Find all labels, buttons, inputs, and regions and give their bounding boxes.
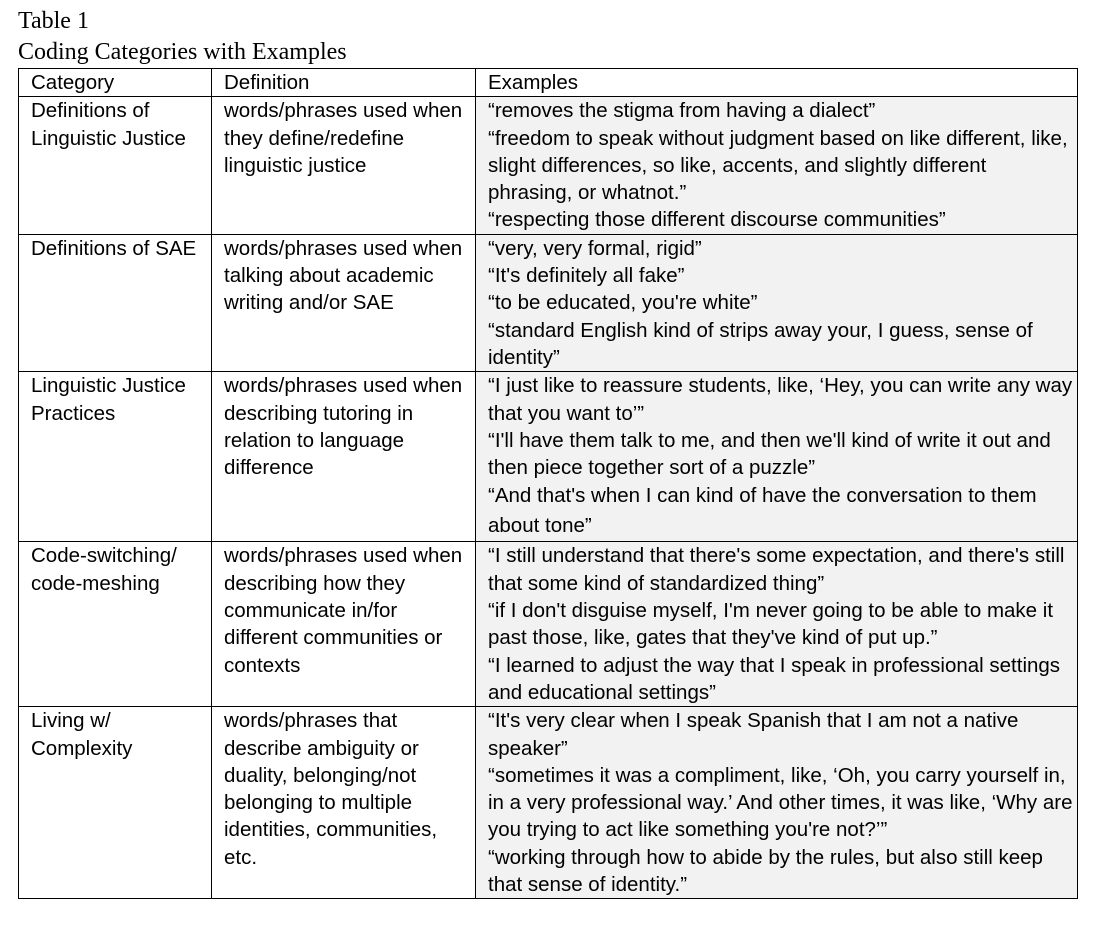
header-examples: Examples: [476, 69, 1078, 97]
examples-cell: [476, 372, 1078, 542]
definition-cell: words/phrases that describe ambiguity or duality, belonging/not belonging to multiple identities, communities, etc.: [212, 707, 476, 899]
example-quote: “respecting those different discourse communities”: [488, 208, 946, 232]
examples-cell: [476, 707, 1078, 899]
example-quote: “freedom to speak without judgment based on like different, like, slight differences, so like, accents, and slightly different phrasing, or whatnot.”: [488, 126, 1068, 205]
definition-cell: words/phrases used when they define/redefine linguistic justice: [212, 97, 476, 234]
category-cell: Definitions of SAE: [19, 234, 212, 371]
example-quote: “to be educated, you're white”: [488, 291, 758, 315]
example-quote: “I still understand that there's some expectation, and there's still that some kind of standardized thing”: [488, 544, 1065, 595]
category-cell: Code-switching/ code-meshing: [19, 542, 212, 707]
table-row: [19, 542, 1078, 707]
category-cell: Linguistic Justice Practices: [19, 372, 212, 542]
example-quote: “It's definitely all fake”: [488, 264, 685, 288]
table-row: [19, 707, 1078, 899]
header-row: [19, 69, 1078, 97]
example-quote: “And that's when I can kind of have the conversation to them about tone”: [488, 484, 1037, 538]
example-quote: “I just like to reassure students, like, ‘Hey, you can write any way that you want to’”: [488, 374, 1073, 425]
examples-cell: [476, 97, 1078, 234]
category-cell: Living w/ Complexity: [19, 707, 212, 899]
table-row: [19, 234, 1078, 371]
definition-cell: words/phrases used when talking about academic writing and/or SAE: [212, 234, 476, 371]
header-definition: Definition: [212, 69, 476, 97]
table-caption: [18, 6, 347, 68]
table-title: Coding Categories with Examples: [18, 39, 347, 65]
examples-cell: [476, 542, 1078, 707]
example-quote: “I'll have them talk to me, and then we'll kind of write it out and then piece together sort of a puzzle”: [488, 428, 1051, 480]
table-number: Table 1: [18, 8, 89, 34]
example-quote: “standard English kind of strips away your, I guess, sense of identity”: [488, 318, 1033, 369]
examples-cell: [476, 234, 1078, 371]
example-quote: “if I don't disguise myself, I'm never going to be able to make it past those, like, gates that they've kind of put up.”: [488, 599, 1054, 650]
category-cell: Definitions of Linguistic Justice: [19, 97, 212, 234]
definition-cell: words/phrases used when describing tutoring in relation to language difference: [212, 372, 476, 542]
example-quote: “very, very formal, rigid”: [488, 236, 702, 260]
table-row: [19, 372, 1078, 542]
example-quote: “I learned to adjust the way that I speak in professional settings and educational settings”: [488, 653, 1061, 704]
header-category: Category: [19, 69, 212, 97]
example-quote: “sometimes it was a compliment, like, ‘Oh, you carry yourself in, in a very professional way.’ And other times, it was like, ‘Why are you trying to act like something you're not?’”: [488, 763, 1073, 842]
definition-cell: words/phrases used when describing how they communicate in/for different communities or contexts: [212, 542, 476, 707]
example-quote: “working through how to abide by the rules, but also still keep that sense of identity.”: [488, 845, 1043, 897]
table-row: [19, 97, 1078, 234]
coding-categories-table: [18, 68, 1078, 899]
example-quote: “It's very clear when I speak Spanish that I am not a native speaker”: [488, 709, 1019, 760]
example-quote: “removes the stigma from having a dialect”: [488, 99, 876, 123]
